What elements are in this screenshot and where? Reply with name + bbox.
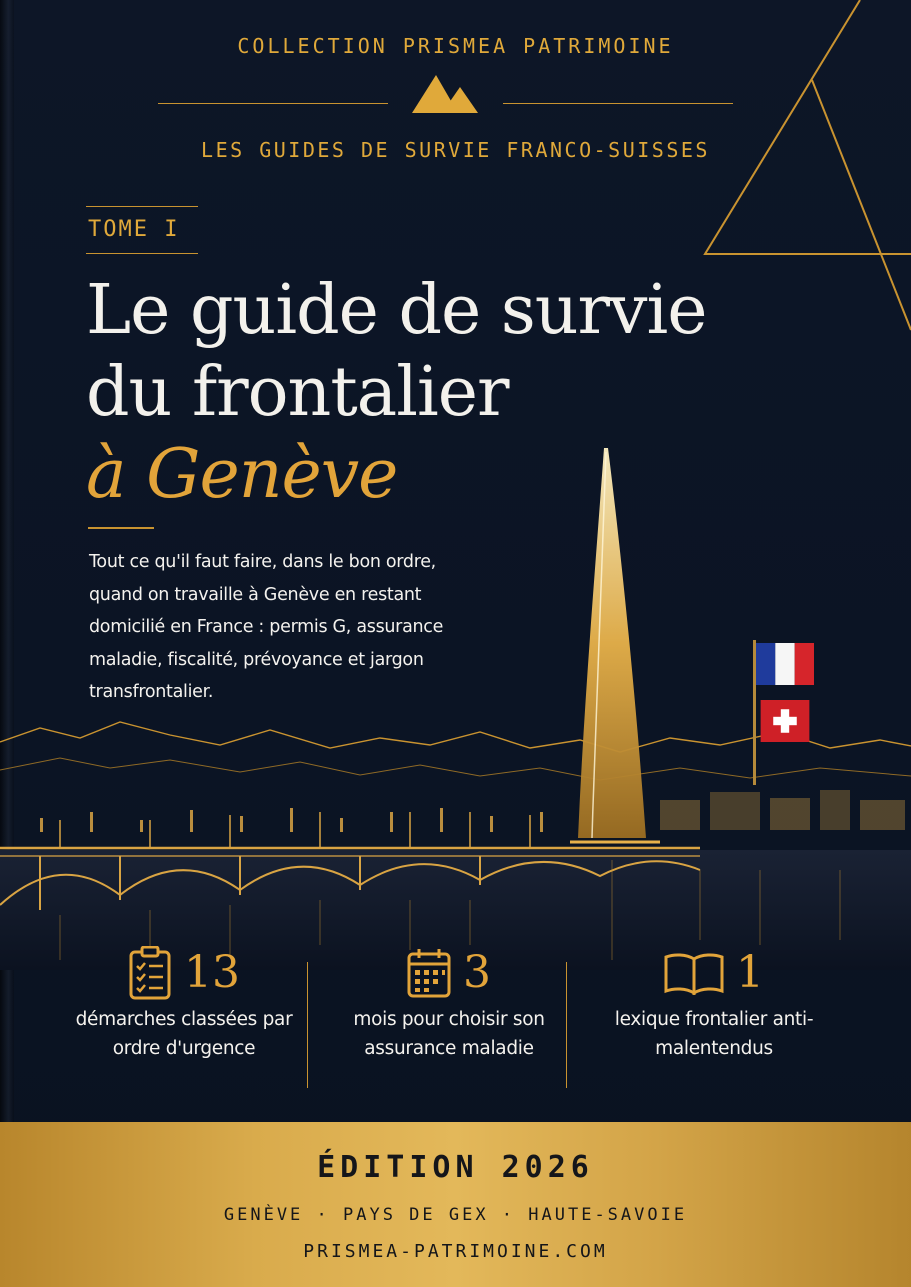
website-url: PRISMEA-PATRIMOINE.COM (303, 1241, 608, 1262)
stat-number: 1 (736, 947, 764, 998)
stat-label: démarches classées par ordre d'urgence (75, 1009, 293, 1059)
stat-label: mois pour choisir son assurance maladie (353, 1009, 545, 1059)
stat-lexicon (594, 940, 834, 1063)
stat-number: 13 (184, 947, 240, 998)
switzerland-flag-icon (756, 700, 814, 742)
checklist-icon (128, 946, 172, 1000)
france-flag-icon (756, 643, 814, 685)
title-line-3: à Genève (86, 435, 398, 514)
collection-name: COLLECTION PRISMEA PATRIMOINE (237, 34, 674, 58)
book-description: Tout ce qu'il faut faire, dans le bon ordre, quand on travaille à Genève en restant domicilié en France : permis G, assurance maladie, fiscalité, prévoyance et jargon transfrontalier. (89, 552, 444, 702)
title-line-2: du frontalier (86, 353, 509, 432)
mountain-icon (410, 73, 480, 115)
stat-divider (566, 962, 567, 1088)
edition-label: ÉDITION 2026 (317, 1150, 594, 1185)
header-rule-right (503, 103, 733, 104)
header-rule-left (158, 103, 388, 104)
volume-label: TOME I (88, 217, 180, 242)
stat-number: 3 (463, 947, 491, 998)
volume-badge (86, 206, 198, 254)
stat-label: lexique frontalier anti-malentendus (614, 1009, 814, 1059)
regions-label: GENÈVE · PAYS DE GEX · HAUTE-SAVOIE (223, 1205, 688, 1225)
stat-divider (307, 962, 308, 1088)
title-line-1: Le guide de survie (86, 271, 707, 350)
book-icon (664, 951, 724, 995)
stat-months (329, 940, 569, 1063)
series-name: LES GUIDES DE SURVIE FRANCO-SUISSES (201, 138, 710, 162)
stat-procedures (64, 940, 304, 1063)
calendar-icon (407, 946, 451, 1000)
